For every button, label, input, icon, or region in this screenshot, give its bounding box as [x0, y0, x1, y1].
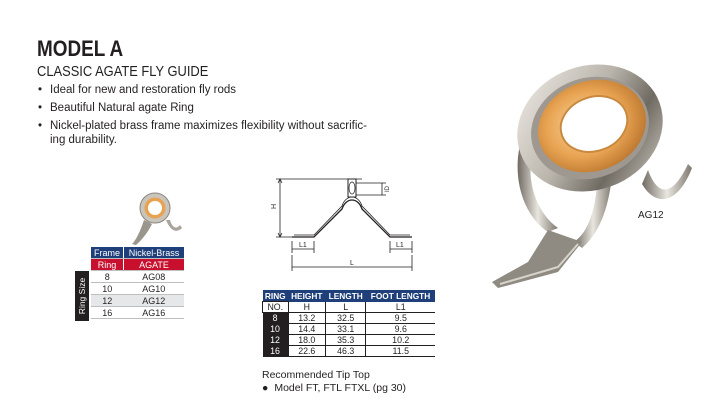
table-row: 12 AG12	[91, 295, 184, 307]
table-row: 12 18.0 35.3 10.2	[263, 335, 436, 346]
diagram-label-l1-right: L1	[396, 242, 404, 249]
ring-label: Ring	[91, 259, 124, 271]
guide-product-image	[478, 52, 693, 302]
diagram-label-id: ID	[385, 186, 391, 192]
page-title: MODEL A	[37, 36, 124, 61]
feature-item: • Beautiful Natural agate Ring	[37, 101, 367, 115]
col-header: FOOT LENGTH	[366, 290, 435, 302]
col-header: HEIGHT	[288, 290, 325, 302]
table-row: 16 AG16	[91, 307, 184, 319]
ring-size-side-label: Ring Size	[75, 271, 89, 321]
col-header: LENGTH	[325, 290, 366, 302]
page-subtitle: CLASSIC AGATE FLY GUIDE	[37, 63, 209, 80]
spec-table	[91, 247, 184, 319]
bullet-icon: ●	[262, 382, 269, 394]
frame-label: Frame	[91, 247, 124, 259]
sub-header: L1	[366, 302, 435, 313]
feature-item: • Nickel-plated brass frame maximizes flexibility without sacrific-ing durability.	[37, 119, 367, 147]
sub-header: H	[288, 302, 325, 313]
table-row: 8 AG08	[91, 271, 184, 283]
product-image-label: AG12	[638, 210, 664, 221]
ring-value: AGATE	[124, 259, 185, 271]
col-header: RING	[263, 290, 289, 302]
dimension-table	[262, 290, 435, 357]
guide-thumbnail-image	[130, 190, 190, 248]
table-row: 8 13.2 32.5 9.5	[263, 313, 436, 324]
table-row: 10 14.4 33.1 9.6	[263, 324, 436, 335]
table-row: 16 22.6 46.3 11.5	[263, 346, 436, 357]
diagram-label-h: H	[271, 203, 278, 209]
dimension-diagram	[262, 175, 432, 275]
recommended-title: Recommended Tip Top	[262, 369, 370, 381]
recommended-item: ● Model FT, FTL FTXL (pg 30)	[262, 382, 407, 394]
diagram-label-l1-left: L1	[299, 242, 307, 249]
table-row: 10 AG10	[91, 283, 184, 295]
frame-value: Nickel-Brass	[124, 247, 185, 259]
diagram-label-l: L	[350, 260, 354, 267]
feature-item: • Ideal for new and restoration fly rods	[37, 83, 367, 97]
sub-header: L	[325, 302, 366, 313]
sub-header: NO.	[263, 302, 289, 313]
feature-list	[37, 83, 367, 151]
